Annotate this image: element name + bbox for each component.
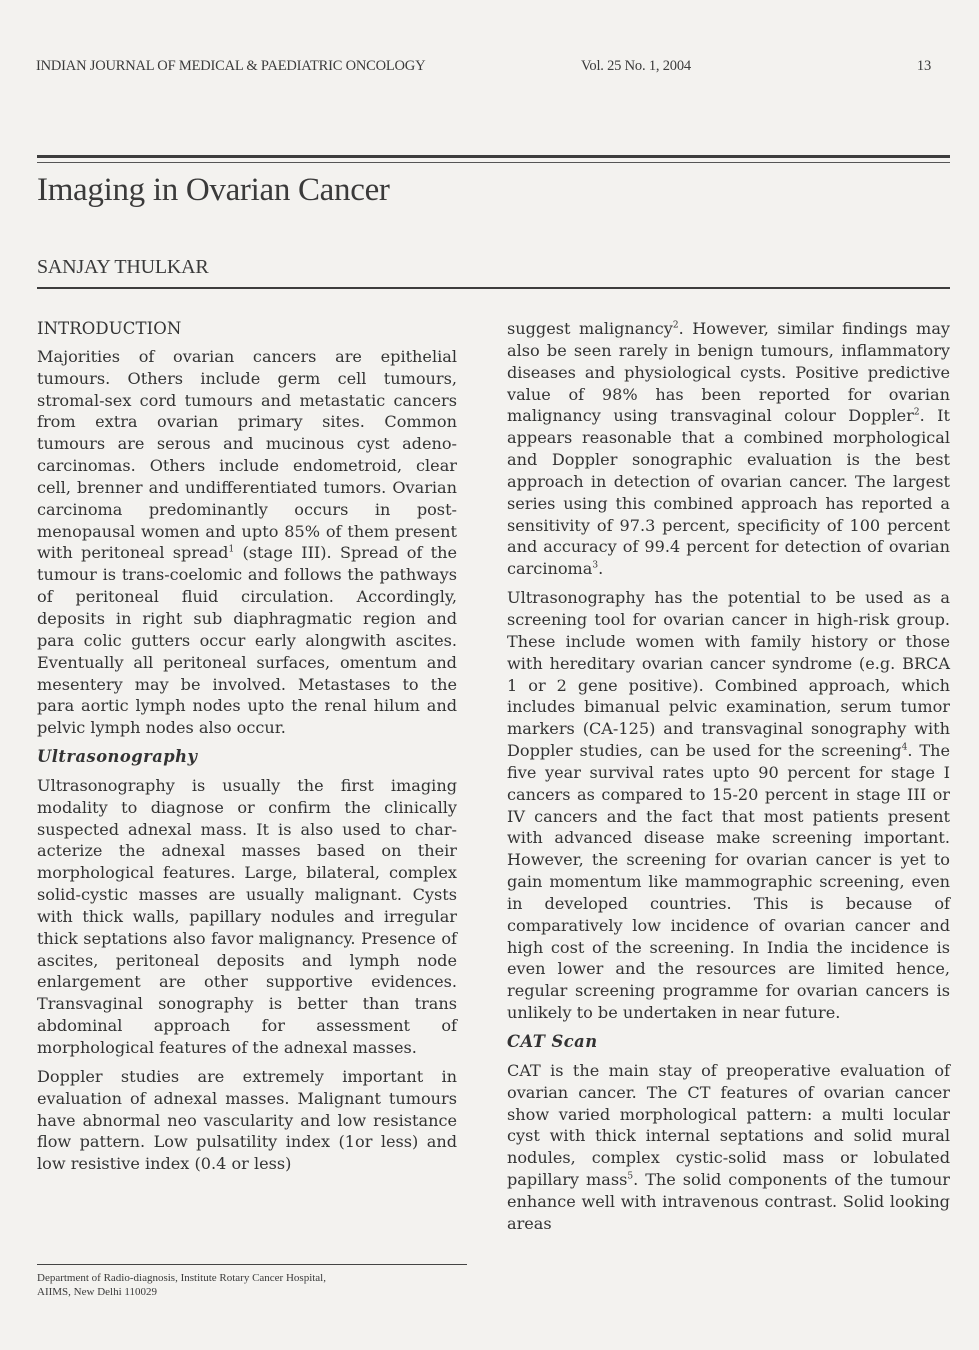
text-run: . The five year survival rates upto 90 percent for stage I cancers as compared to 15-20 percent in stage III or IV cancers and the fact that most patients present with advanced disease make screening important. However, the screening for ovarian cancer is yet to gain momentum like mammographic screening, even in developed countries. This is because of comparatively low incidence of ovarian cancer and high cost of the screening. In India the incidence is even lower and the resources are limited hence, regular screening programme for ovarian cancers is unlikely to be undertaken in near future. xyxy=(507,741,951,1023)
text-run: . It appears reasonable that a combined morphological and Doppler sonographic evaluation is the best approach in detection of ovarian cancer. The largest series using this combined approach has reported a sensitivity of 97.3 percent, specificity of 100 percent and accuracy of 99.4 percent for detection of ovarian carcinoma xyxy=(507,406,950,579)
text-run: Majorities of ovarian cancers are epithelial tumours. Others include germ cell tumours, stromal-sex cord tumours and metastatic cancers from extra ovarian primary sites. Common tumours are serous and mucinous cyst adenocarcinomas. Others include endometroid, clear cell, brenner and undifferentiated tumors. Ovarian carcinoma predominantly occurs in postmenopausal women and upto 85% of them present with peritoneal spread xyxy=(37,346,457,563)
text-run: (stage III). Spread of the tumour is trans-coelomic and follows the pathways of peritoneal fluid circulation. Accordingly, deposits in right sub diaphragmatic region and para colic gutters occur early alongwith ascites. Eventually all peritoneal surfaces, omentum and mesentery may be involved. Metastases to the para aortic lymph nodes upto the renal hilum and pelvic lymph nodes also occur. xyxy=(37,543,457,738)
section-heading-ultrasonography: Ultrasonography xyxy=(37,747,198,767)
rule-thick xyxy=(37,155,950,158)
author-rule xyxy=(37,287,950,289)
screening-paragraph xyxy=(507,587,950,1024)
title-top-rule xyxy=(37,155,950,163)
cat-scan-paragraph xyxy=(507,1060,950,1235)
text-run: CAT is the main stay of preoperative evaluation of ovarian cancer. The CT features of ovarian cancer show varied morphological pattern: a multi locular cyst with thick internal septations and solid mural nodules, complex cystic-solid mass or lobulated papillary mass xyxy=(507,1060,950,1190)
running-header xyxy=(36,58,941,80)
affiliation-footnote xyxy=(37,1271,467,1299)
citation-3: 3 xyxy=(592,560,599,571)
text-run: Ultrasonography has the potential to be used as a screening tool for ovarian cancer in high-risk group. These include women with family history or those with hereditary ovarian cancer syndrome (e.g. BRCA 1 or 2 gene positive). Combined approach, which includes bimanual pelvic examination, serum tumor markers (CA-125) and transvaginal sonography with Doppler studies, can be used for the screening xyxy=(507,588,950,761)
citation-5: 5 xyxy=(627,1171,634,1182)
right-column xyxy=(507,318,950,1242)
text-run: . The solid components of the tumour enhance well with intravenous contrast. Solid looking areas xyxy=(507,1170,950,1233)
citation-2: 2 xyxy=(672,320,679,331)
text-run: . However, similar findings may also be seen rarely in benign tumours, inflammatory diseases and physiological cysts. Positive predictive value of 98% has been reported for ovarian malignancy using transvaginal colour Doppler xyxy=(507,319,951,426)
rule-thin xyxy=(37,162,950,163)
page-number: 13 xyxy=(916,58,931,74)
volume-issue: Vol. 25 No. 1, 2004 xyxy=(581,58,691,74)
article-author: SANJAY THULKAR xyxy=(37,256,209,278)
footnote-line-1: Department of Radio-diagnosis, Institute Rotary Cancer Hospital, xyxy=(37,1272,326,1284)
citation-2b: 2 xyxy=(913,408,920,419)
footnote-line-2: AIIMS, New Delhi 110029 xyxy=(37,1286,157,1298)
citation-4: 4 xyxy=(901,742,908,753)
journal-name: INDIAN JOURNAL OF MEDICAL & PAEDIATRIC ONCOLOGY xyxy=(36,58,426,74)
ultrasonography-paragraph-1: Ultrasonography is usually the first imaging modality to diagnose or confirm the clinically suspected adnexal mass. It is also used to characterize the adnexal masses based on their morphological features. Large, bilateral, complex solid-cystic masses are usually malignant. Cysts with thick walls, papillary nodules and irregular thick septations also favor malignancy. Presence of ascites, peritoneal deposits and lymph node enlargement are other supportive evidences. Transvaginal sonography is better than trans abdominal approach for assessment of morphological features of the adnexal masses. xyxy=(37,775,457,1057)
section-heading-introduction: INTRODUCTION xyxy=(37,319,182,338)
doppler-continued-paragraph xyxy=(507,318,950,580)
ultrasonography-paragraph-2: Doppler studies are extremely important in evaluation of adnexal masses. Malignant tumours have abnormal neo vascularity and low resistance flow pattern. Low pulsatility index (1or less) and low resistive index (0.4 or less) xyxy=(37,1066,457,1174)
section-heading-cat-scan: CAT Scan xyxy=(507,1032,598,1051)
text-run: suggest malignancy xyxy=(507,319,673,338)
intro-paragraph xyxy=(37,346,457,739)
text-run: . xyxy=(598,559,604,579)
article-title: Imaging in Ovarian Cancer xyxy=(37,172,390,208)
left-column xyxy=(37,318,457,1182)
footnote-rule xyxy=(37,1264,467,1265)
citation-1: 1 xyxy=(228,545,235,556)
